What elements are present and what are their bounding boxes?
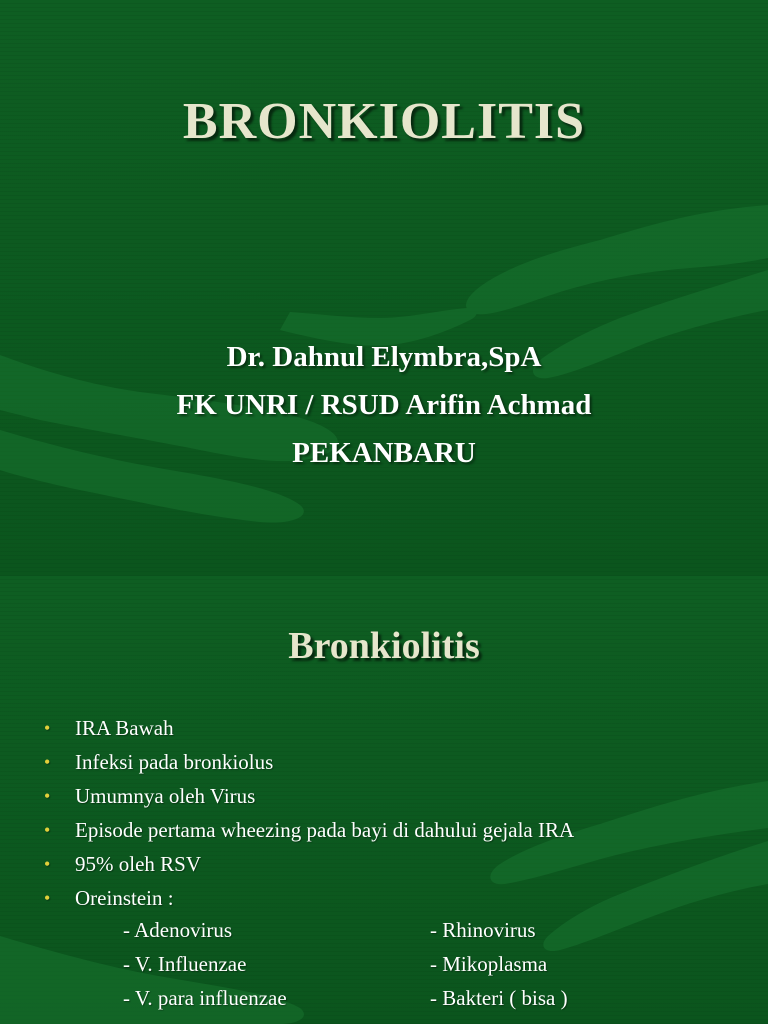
bullet-text: 95% oleh RSV: [75, 852, 201, 876]
author-block: [0, 333, 768, 477]
bullet-icon: •: [44, 786, 51, 806]
author-affiliation: FK UNRI / RSUD Arifin Achmad: [176, 389, 592, 421]
list-item: [44, 711, 574, 745]
content-slide: [0, 576, 768, 1024]
cause-row: [123, 913, 643, 947]
cause-left: - V. Influenzae: [123, 952, 247, 976]
cause-left: - V. para influenzae: [123, 986, 287, 1010]
list-item: [44, 745, 574, 779]
list-item: [44, 779, 574, 813]
cause-right: - Rhinovirus: [430, 918, 536, 942]
cause-left: - Adenovirus: [123, 918, 233, 942]
bullet-icon: •: [44, 718, 51, 738]
slide-title: Bronkiolitis: [288, 625, 480, 667]
slide-title: BRONKIOLITIS: [182, 93, 586, 150]
author-name: Dr. Dahnul Elymbra,SpA: [226, 341, 542, 373]
cause-right: - Bakteri ( bisa ): [430, 986, 568, 1010]
bullet-text: IRA Bawah: [75, 716, 174, 740]
bullet-text: Infeksi pada bronkiolus: [75, 750, 274, 774]
bullet-icon: •: [44, 752, 51, 772]
bullet-list: [44, 711, 574, 915]
bullet-text: Episode pertama wheezing pada bayi di dahului gejala IRA: [75, 818, 575, 842]
list-item: [44, 813, 574, 847]
author-city: PEKANBARU: [292, 437, 476, 469]
cause-row: [123, 947, 643, 981]
bullet-icon: •: [44, 820, 51, 840]
cause-row: [123, 981, 643, 1015]
cause-list: [123, 913, 643, 1015]
bullet-icon: •: [44, 854, 51, 874]
list-item: [44, 847, 574, 881]
bullet-icon: •: [44, 888, 51, 908]
list-item: [44, 881, 574, 915]
cause-right: - Mikoplasma: [430, 952, 548, 976]
bullet-text: Oreinstein :: [75, 886, 174, 910]
bullet-text: Umumnya oleh Virus: [75, 784, 256, 808]
